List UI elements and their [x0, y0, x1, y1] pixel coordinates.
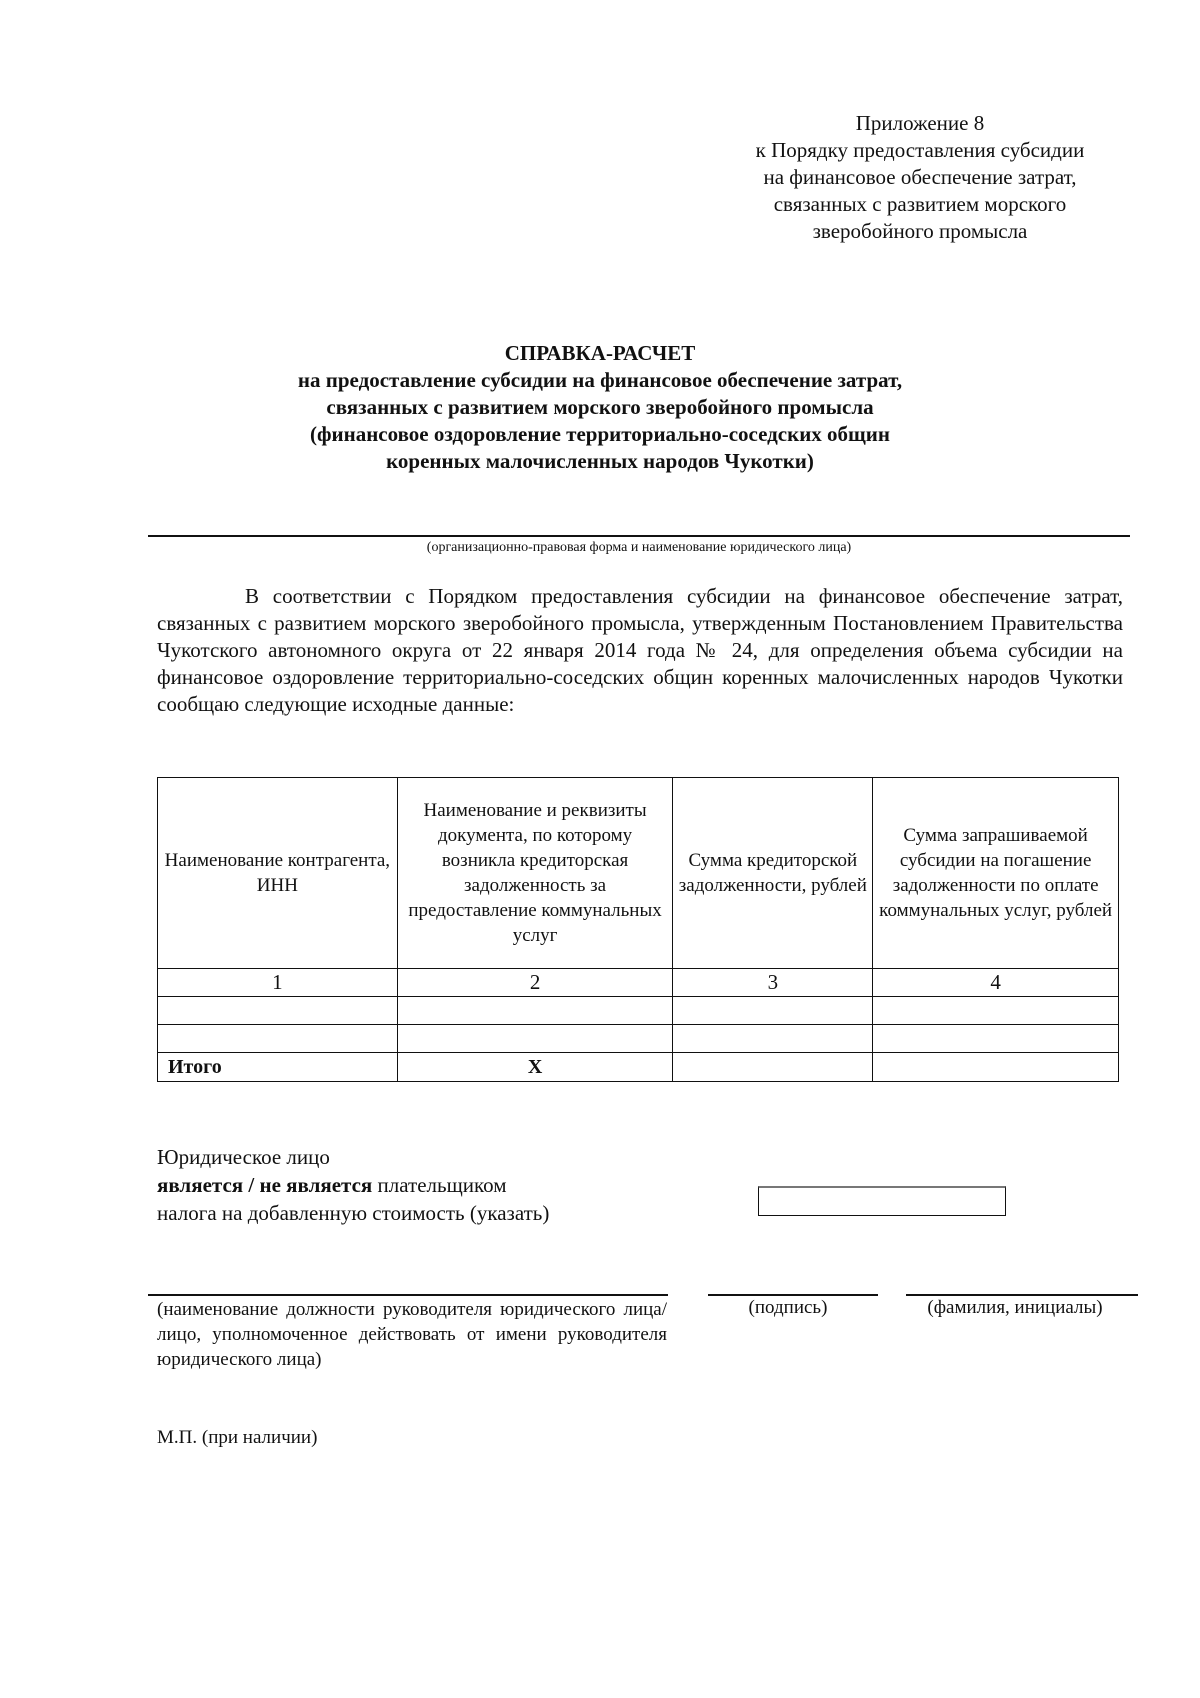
table-cell[interactable] [873, 1025, 1119, 1053]
intro-text: В соответствии с Порядком предоставления субсидии на финансовое обеспечение затрат, связанных с развитием морского зверобойного промысла, утвержденным Постановлением Правительства Чукотского автономного округа от 22 января 2014 года № 24, для определения объема субсидии на финансовое оздоровление территориально-соседских общин коренных малочисленных народов Чукотки сообщаю следующие исходные данные: [157, 584, 1123, 716]
column-header: Наименование контрагента, ИНН [158, 778, 398, 969]
table-cell[interactable] [873, 997, 1119, 1025]
column-number: 1 [158, 969, 398, 997]
table-row [158, 997, 1119, 1025]
column-number: 3 [673, 969, 873, 997]
signature-caption: (подпись) [748, 1297, 828, 1318]
table-row [158, 1025, 1119, 1053]
table-cell[interactable] [158, 997, 398, 1025]
position-signature-line[interactable] [148, 1294, 668, 1296]
title-line: коренных малочисленных народов Чукотки) [386, 449, 814, 473]
table-header-row [158, 778, 1119, 969]
vat-line [157, 1171, 717, 1199]
table-cell[interactable] [397, 1025, 673, 1053]
total-cell: X [397, 1053, 673, 1082]
organization-name-field[interactable] [148, 535, 1130, 537]
stamp-placeholder: М.П. (при наличии) [157, 1427, 318, 1448]
name-caption: (фамилия, инициалы) [927, 1297, 1103, 1318]
total-row [158, 1053, 1119, 1082]
appendix-line: на финансовое обеспечение затрат, [763, 165, 1077, 189]
vat-status-field[interactable] [758, 1186, 1006, 1216]
column-header: Сумма запрашиваемой субсидии на погашение задолженности по оплате коммунальных услуг, рублей [873, 778, 1119, 969]
title-line: связанных с развитием морского зверобойного промысла [326, 395, 874, 419]
title-line: на предоставление субсидии на финансовое обеспечение затрат, [297, 368, 903, 392]
column-number-row [158, 969, 1119, 997]
vat-line: налога на добавленную стоимость (указать) [157, 1201, 550, 1225]
position-caption: (наименование должности руководителя юридического лица/ лицо, уполномоченное действовать от имени руководителя юридического лица) [157, 1299, 667, 1370]
signature-line[interactable] [708, 1294, 878, 1296]
vat-line: Юридическое лицо [157, 1145, 330, 1169]
title-heading: СПРАВКА-РАСЧЕТ [504, 341, 696, 365]
column-header: Наименование и реквизиты документа, по которому возникла кредиторская задолженность за предоставление коммунальных услуг [397, 778, 673, 969]
column-number: 4 [873, 969, 1119, 997]
total-cell[interactable] [873, 1053, 1119, 1082]
table-cell[interactable] [673, 1025, 873, 1053]
total-cell[interactable] [673, 1053, 873, 1082]
appendix-header [720, 110, 1120, 245]
appendix-line: зверобойного промысла [812, 219, 1028, 243]
column-header: Сумма кредиторской задолженности, рублей [673, 778, 873, 969]
title-line: (финансовое оздоровление территориально-соседских общин [309, 422, 890, 446]
intro-paragraph [157, 583, 1123, 718]
calculation-table [157, 777, 1119, 1082]
appendix-line: к Порядку предоставления субсидии [755, 138, 1085, 162]
table-cell[interactable] [397, 997, 673, 1025]
vat-statement [157, 1143, 717, 1227]
column-number: 2 [397, 969, 673, 997]
organization-field-caption: (организационно-правовая форма и наименование юридического лица) [426, 540, 852, 555]
table-cell[interactable] [158, 1025, 398, 1053]
appendix-line: связанных с развитием морского [773, 192, 1067, 216]
vat-status-options: является / не является [157, 1173, 373, 1197]
name-signature-line[interactable] [906, 1294, 1138, 1296]
appendix-line: Приложение 8 [855, 111, 985, 135]
table-cell[interactable] [673, 997, 873, 1025]
document-title [240, 340, 960, 475]
vat-line-rest: плательщиком [372, 1173, 507, 1197]
total-label: Итого [158, 1053, 398, 1082]
